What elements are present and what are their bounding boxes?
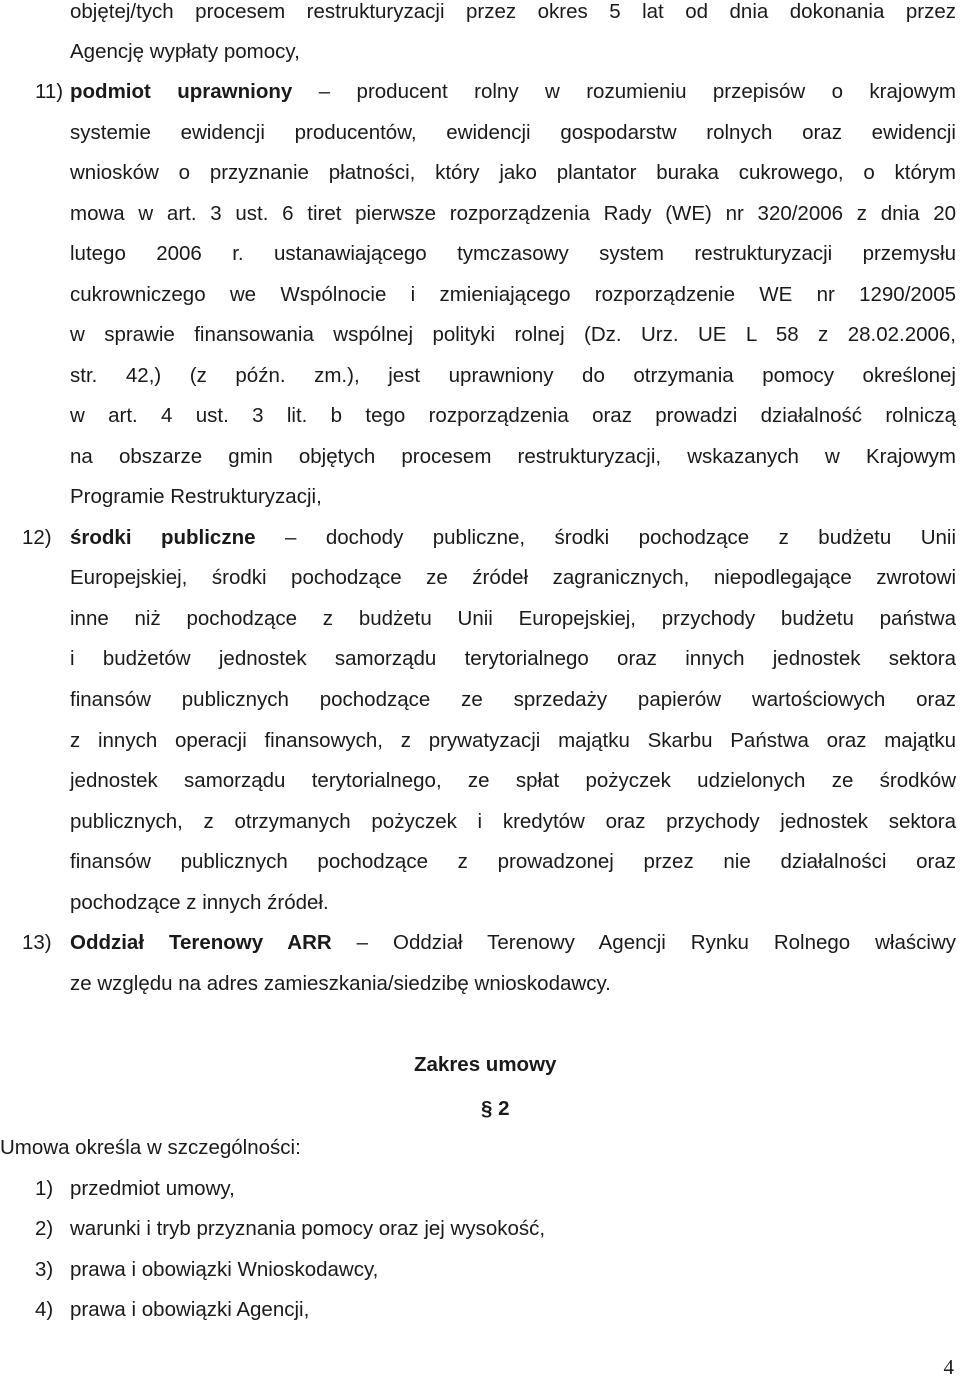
definition-line: Europejskiej, środki pochodzące ze źródeł zagranicznych, niepodlegające zwrotowi [70,566,956,589]
list-item: warunki i tryb przyznania pomocy oraz jej wysokość, [70,1217,546,1240]
section-intro: Umowa określa w szczególności: [0,1136,301,1159]
definition-term: podmiot uprawniony [70,80,293,103]
definition-number: 11) [35,80,64,103]
definition-line: finansów publicznych pochodzące ze sprzedaży papierów wartościowych oraz [70,688,956,711]
intro-line: objętej/tych procesem restrukturyzacji przez okres 5 lat od dnia dokonania przez [70,0,956,23]
page-number: 4 [943,1355,954,1379]
definition-dash: – [284,526,297,549]
definition-line: i budżetów jednostek samorządu terytorialnego oraz innych jednostek sektora [70,647,956,670]
definition-line: publicznych, z otrzymanych pożyczek i kredytów oraz przychody jednostek sektora [70,810,956,833]
definition-first-line [70,78,956,106]
definition-line: wniosków o przyznanie płatności, który jako plantator buraka cukrowego, o którym [70,161,956,184]
definition-line: lutego 2006 r. ustanawiającego tymczasowy system restrukturyzacji przemysłu [70,242,956,265]
list-item: prawa i obowiązki Wnioskodawcy, [70,1258,379,1281]
definition-text: Oddział Terenowy Agencji Rynku Rolnego właściwy [393,931,957,954]
definition-line: Programie Restrukturyzacji, [70,485,322,508]
definition-dash: – [318,80,331,103]
definition-line: w sprawie finansowania wspólnej polityki rolnej (Dz. Urz. UE L 58 z 28.02.2006, [70,323,956,346]
definition-term: Oddział Terenowy ARR [70,931,332,954]
definition-term: środki publiczne [70,526,256,549]
list-item-number: 2) [35,1217,54,1240]
definition-number: 12) [22,526,52,549]
section-heading: Zakres umowy [414,1053,557,1076]
definition-number: 13) [22,931,52,954]
definition-text: producent rolny w rozumieniu przepisów o krajowym [356,80,956,103]
definition-line: ze względu na adres zamieszkania/siedzibę wnioskodawcy. [70,972,611,995]
definition-line: pochodzące z innych źródeł. [70,891,329,914]
definition-line: finansów publicznych pochodzące z prowadzonej przez nie działalności oraz [70,850,956,873]
definition-line: jednostek samorządu terytorialnego, ze spłat pożyczek udzielonych ze środków [70,769,956,792]
definition-line: mowa w art. 3 ust. 6 tiret pierwsze rozporządzenia Rady (WE) nr 320/2006 z dnia 20 [70,202,956,225]
list-item-number: 1) [35,1177,54,1200]
definition-line: systemie ewidencji producentów, ewidencji gospodarstw rolnych oraz ewidencji [70,121,956,144]
definition-line: cukrowniczego we Wspólnocie i zmieniającego rozporządzenie WE nr 1290/2005 [70,283,956,306]
definition-line: z innych operacji finansowych, z prywatyzacji majątku Skarbu Państwa oraz majątku [70,729,956,752]
definition-line: inne niż pochodzące z budżetu Unii Europejskiej, przychody budżetu państwa [70,607,956,630]
list-item: przedmiot umowy, [70,1177,235,1200]
definition-first-line [70,929,956,957]
paragraph-number: § 2 [481,1097,510,1120]
definition-line: str. 42,) (z późn. zm.), jest uprawniony do otrzymania pomocy określonej [70,364,956,387]
definition-dash: – [356,931,369,954]
definition-line: w art. 4 ust. 3 lit. b tego rozporządzenia oraz prowadzi działalność rolniczą [70,404,956,427]
definition-first-line [70,524,956,552]
list-item-number: 3) [35,1258,54,1281]
list-item: prawa i obowiązki Agencji, [70,1298,310,1321]
list-item-number: 4) [35,1298,54,1321]
intro-line: Agencję wypłaty pomocy, [70,40,300,63]
definition-text: dochody publiczne, środki pochodzące z budżetu Unii [325,526,957,549]
definition-line: na obszarze gmin objętych procesem restrukturyzacji, wskazanych w Krajowym [70,445,956,468]
